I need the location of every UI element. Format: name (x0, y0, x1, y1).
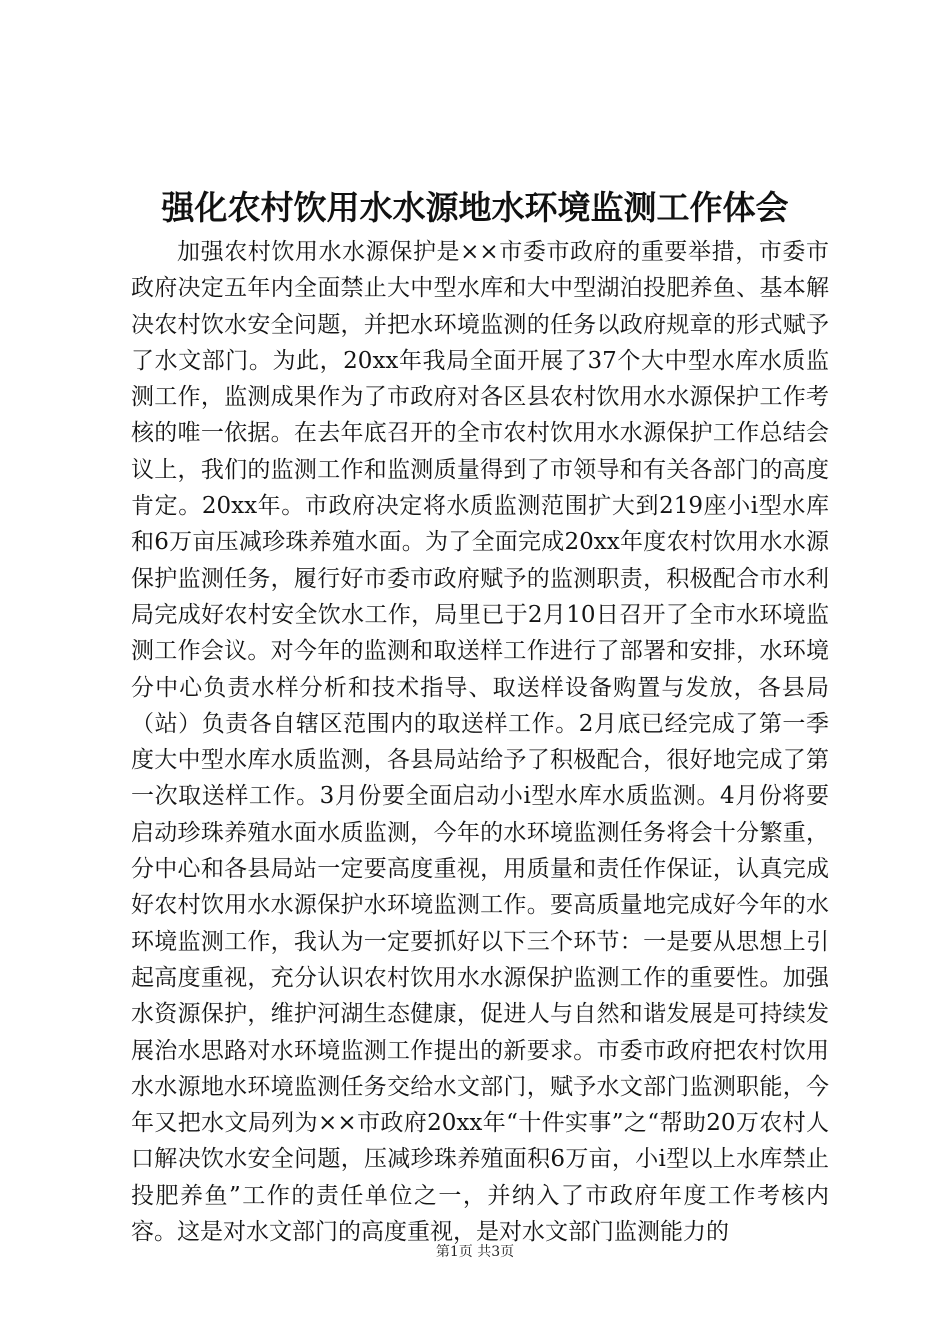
body-paragraph: 加强农村饮用水水源保护是××市委市政府的重要举措，市委市政府决定五年内全面禁止大中型水库和大中型湖泊投肥养鱼、基本解决农村饮水安全问题，并把水环境监测的任务以政府规章的形式赋予了水文部门。为此，20xx年我局全面开展了37个大中型水库水质监测工作，监测成果作为了市政府对各区县农村饮用水水源保护工作考核的唯一依据。在去年底召开的全市农村饮用水水源保护工作总结会议上，我们的监测工作和监测质量得到了市领导和有关各部门的高度肯定。20xx年。市政府决定将水质监测范围扩大到219座小ⅰ型水库和6万亩压减珍珠养殖水面。为了全面完成20xx年度农村饮用水水源保护监测任务，履行好市委市政府赋予的监测职责，积极配合市水利局完成好农村安全饮水工作，局里已于2月10日召开了全市水环境监测工作会议。对今年的监测和取送样工作进行了部署和安排，水环境分中心负责水样分析和技术指导、取送样设备购置与发放，各县局（站）负责各自辖区范围内的取送样工作。2月底已经完成了第一季度大中型水库水质监测，各县局站给予了积极配合，很好地完成了第一次取送样工作。3月份要全面启动小ⅰ型水库水质监测。4月份将要启动珍珠养殖水面水质监测，今年的水环境监测任务将会十分繁重，分中心和各县局站一定要高度重视，用质量和责任作保证，认真完成好农村饮用水水源保护水环境监测工作。要高质量地完成好今年的水环境监测工作，我认为一定要抓好以下三个环节：一是要从思想上引起高度重视，充分认识农村饮用水水源保护监测工作的重要性。加强水资源保护，维护河湖生态健康，促进人与自然和谐发展是可持续发展治水思路对水环境监测工作提出的新要求。市委市政府把农村饮用水水源地水环境监测任务交给水文部门，赋予水文部门监测职能，今年又把水文局列为××市政府20xx年“十件实事”之“帮助20万农村人口解决饮水安全问题，压减珍珠养殖面积6万亩，小ⅰ型以上水库禁止投肥养鱼”工作的责任单位之一，并纳入了市政府年度工作考核内容。这是对水文部门的高度重视，是对水文部门监测能力的 (131, 239, 829, 1246)
page-number-footer: 第1页 共3页 (435, 1244, 515, 1260)
document-title: 强化农村饮用水水源地水环境监测工作体会 (161, 188, 789, 227)
